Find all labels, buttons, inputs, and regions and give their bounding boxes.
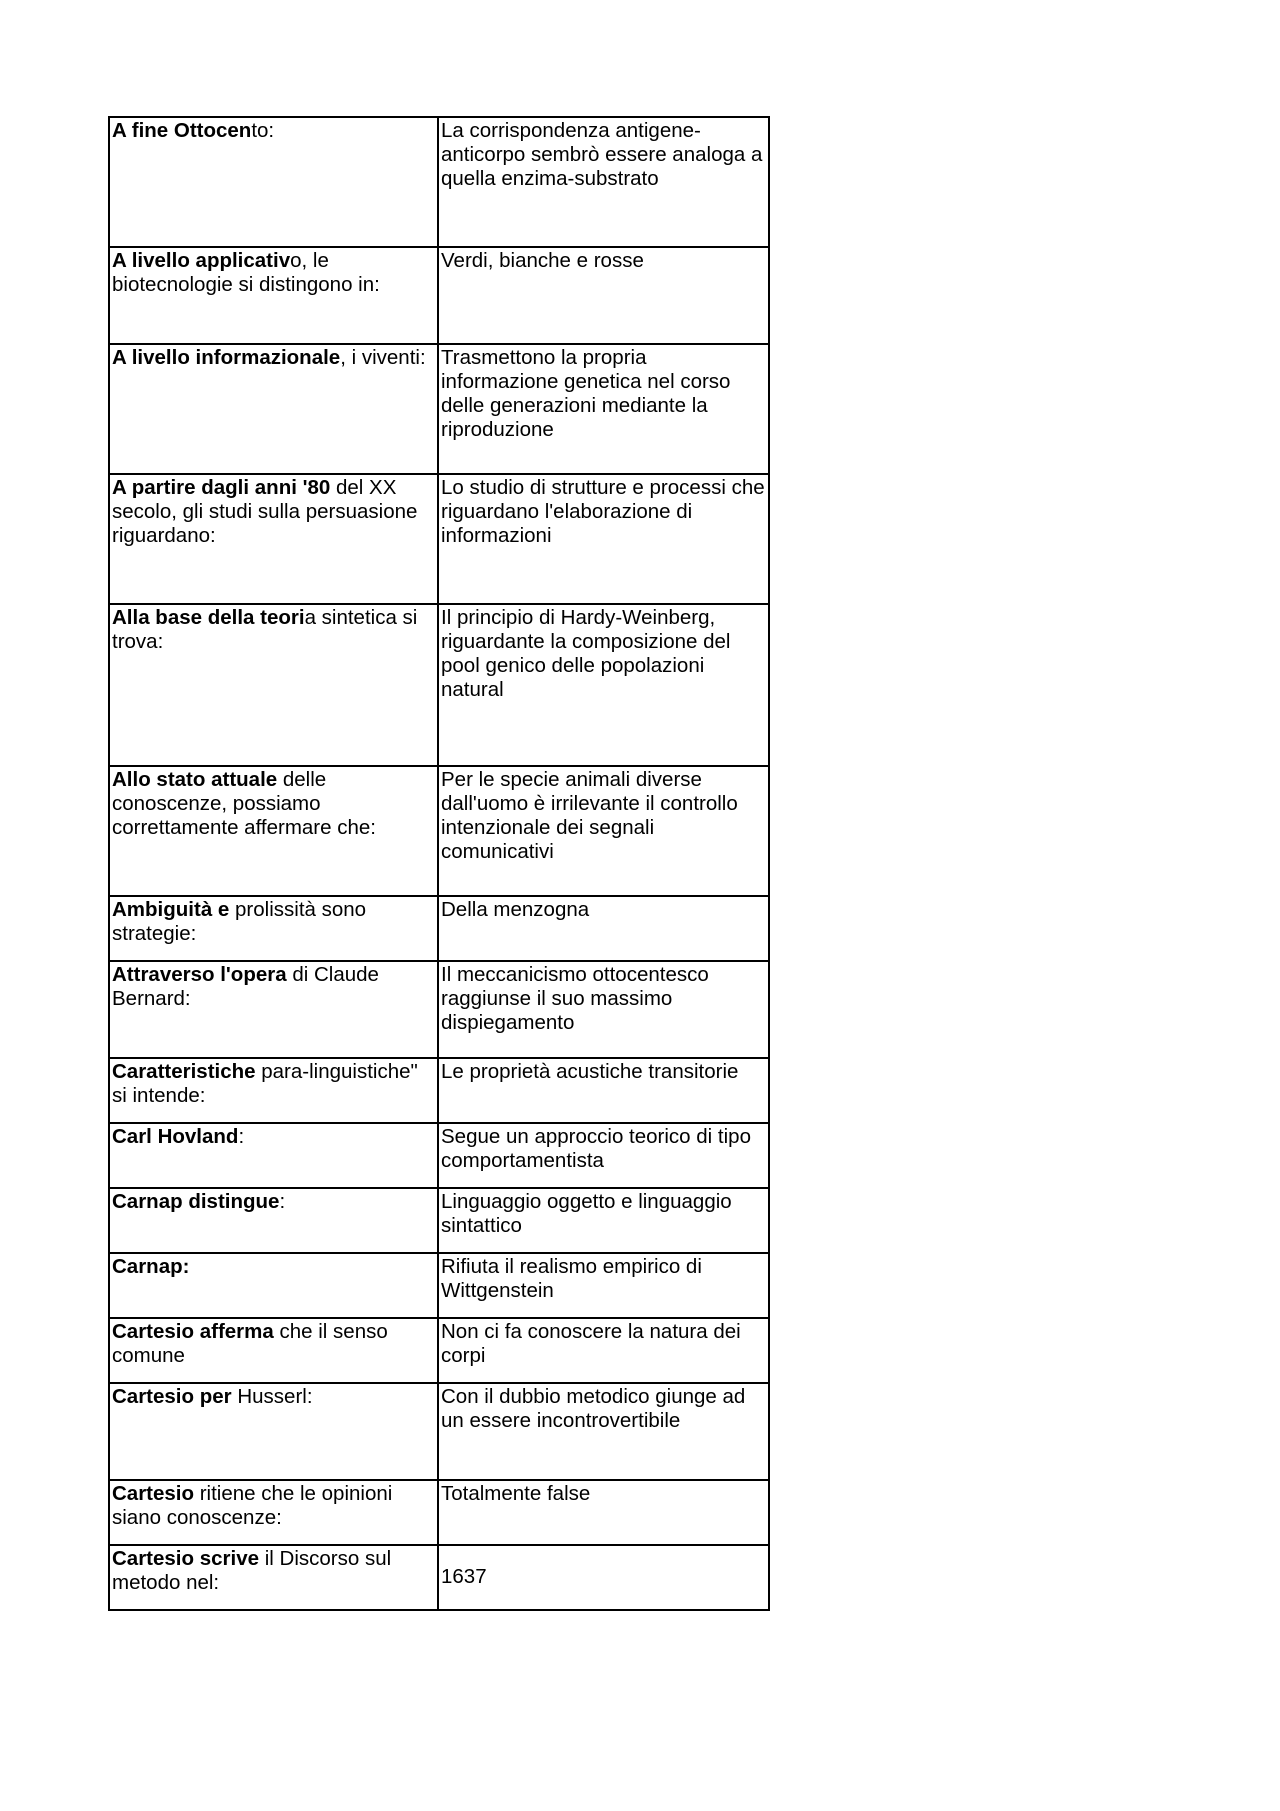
answer-cell: Trasmettono la propria informazione genetica nel corso delle generazioni mediante la riproduzione [438,344,769,474]
question-bold: Carnap distingue [112,1190,280,1213]
answer-cell: 1637 [438,1545,769,1610]
question-cell [109,1058,438,1123]
question-cell [109,1188,438,1253]
question-cell [109,474,438,604]
question-text: del XX secolo, gli studi sulla persuasione riguardano: [112,476,418,547]
question-cell [109,1480,438,1545]
table-row [109,117,769,247]
question-text: o, le biotecnologie si distingono in: [112,249,380,296]
answer-cell: Per le specie animali diverse dall'uomo è irrilevante il controllo intenzionale dei segnali comunicativi [438,766,769,896]
question-text: il Discorso sul metodo nel: [112,1547,392,1594]
question-bold: Cartesio afferma [112,1320,274,1343]
answer-cell: Non ci fa conoscere la natura dei corpi [438,1318,769,1383]
question-cell [109,961,438,1058]
answer-cell: Il meccanicismo ottocentesco raggiunse il suo massimo dispiegamento [438,961,769,1058]
question-text: para-linguistiche" si intende: [112,1060,418,1107]
answer-cell: Totalmente false [438,1480,769,1545]
answer-cell: Lo studio di strutture e processi che riguardano l'elaborazione di informazioni [438,474,769,604]
table-row [109,1545,769,1610]
table-row [109,1123,769,1188]
question-text: delle conoscenze, possiamo correttamente affermare che: [112,768,376,839]
answer-cell: La corrispondenza antigene-anticorpo sembrò essere analoga a quella enzima-substrato [438,117,769,247]
answer-cell: Verdi, bianche e rosse [438,247,769,344]
table-row [109,247,769,344]
question-text: : [238,1125,245,1148]
question-cell [109,247,438,344]
question-bold: Alla base della teori [112,606,305,629]
question-bold: Ambiguità e [112,898,230,921]
question-bold: Cartesio scrive [112,1547,260,1570]
answer-cell: Il principio di Hardy-Weinberg, riguardante la composizione del pool genico delle popolazioni natural [438,604,769,766]
question-cell [109,1383,438,1480]
question-bold: Carl Hovland [112,1125,239,1148]
question-cell [109,604,438,766]
table-row [109,1058,769,1123]
table-row [109,604,769,766]
question-cell [109,1123,438,1188]
question-bold: Cartesio per [112,1385,232,1408]
question-text: : [279,1190,286,1213]
table-row [109,474,769,604]
question-bold: Carnap: [112,1255,190,1278]
table-row [109,1318,769,1383]
table-row [109,1188,769,1253]
table-row [109,1253,769,1318]
question-cell [109,766,438,896]
question-text: di Claude Bernard: [112,963,379,1010]
question-text: Husserl: [231,1385,313,1408]
question-text: to: [251,119,275,142]
question-cell [109,117,438,247]
table-row [109,1383,769,1480]
question-bold: Attraverso l'opera [112,963,287,986]
question-bold: A livello informazionale [112,346,341,369]
answer-cell: Con il dubbio metodico giunge ad un essere incontrovertibile [438,1383,769,1480]
table-row [109,766,769,896]
answer-cell: Segue un approccio teorico di tipo comportamentista [438,1123,769,1188]
question-text: , i viventi: [340,346,426,369]
question-bold: A livello applicativ [112,249,291,272]
question-bold: A partire dagli anni '80 [112,476,331,499]
table-row [109,961,769,1058]
question-text: ritiene che le opinioni siano conoscenze: [112,1482,393,1529]
question-cell [109,344,438,474]
question-cell [109,1545,438,1610]
question-text: a sintetica si trova: [112,606,418,653]
question-cell [109,1253,438,1318]
answer-cell: Della menzogna [438,896,769,961]
answer-cell: Le proprietà acustiche transitorie [438,1058,769,1123]
question-bold: Caratteristiche [112,1060,256,1083]
question-cell [109,1318,438,1383]
question-bold: A fine Ottocen [112,119,252,142]
table-row [109,344,769,474]
answer-cell: Linguaggio oggetto e linguaggio sintattico [438,1188,769,1253]
answer-cell: Rifiuta il realismo empirico di Wittgenstein [438,1253,769,1318]
qa-table [108,116,770,1611]
question-cell [109,896,438,961]
question-bold: Allo stato attuale [112,768,278,791]
question-text: che il senso comune [112,1320,388,1367]
table-row [109,896,769,961]
question-bold: Cartesio [112,1482,195,1505]
question-text: prolissità sono strategie: [112,898,367,945]
table-row [109,1480,769,1545]
